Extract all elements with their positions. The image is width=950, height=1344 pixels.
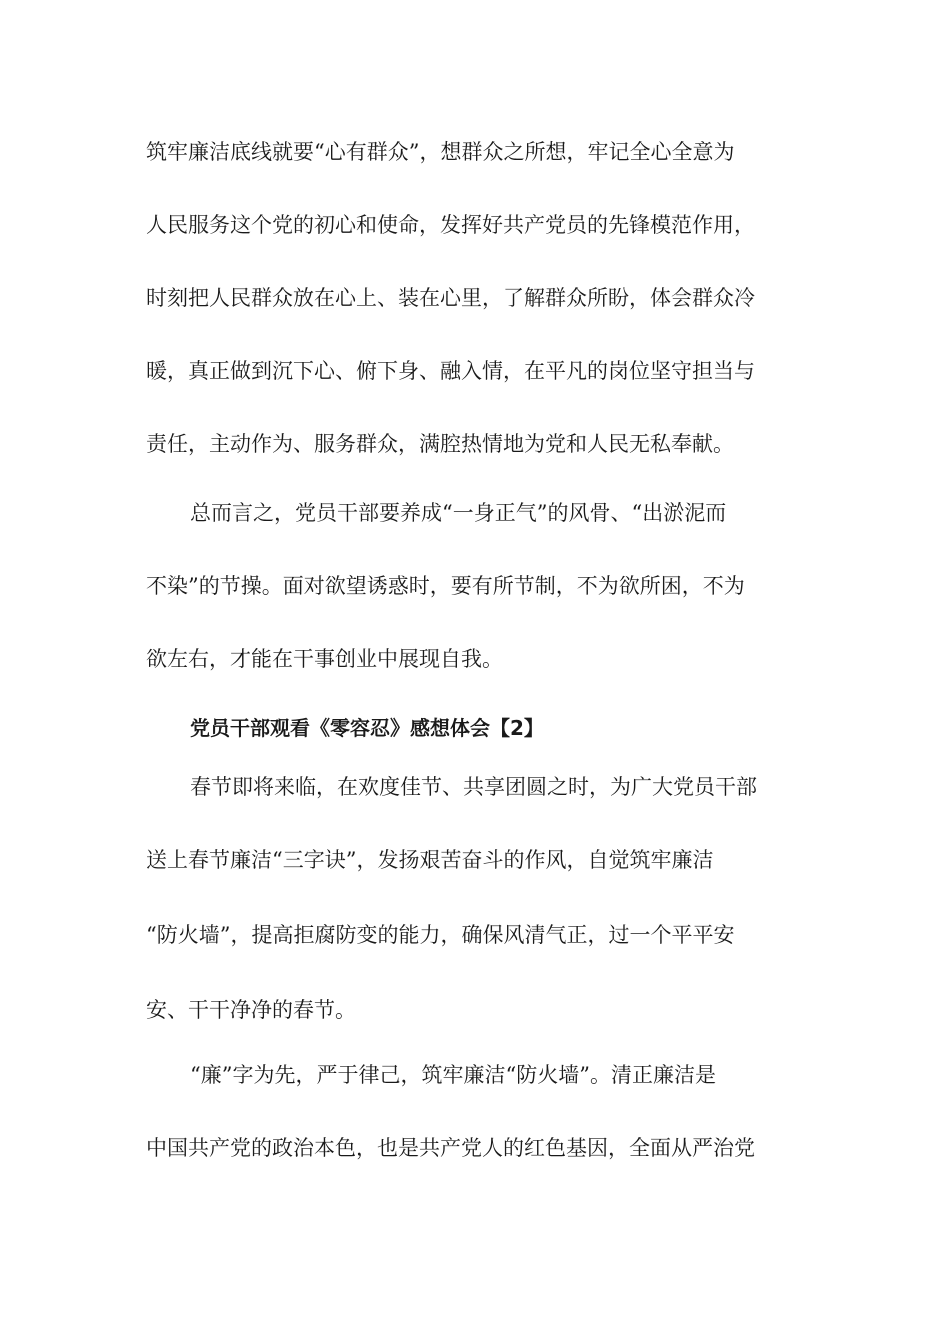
paragraph-line: 中国共产党的政治本色，也是共产党人的红色基因，全面从严治党 bbox=[146, 1136, 755, 1160]
paragraph-line: 总而言之，党员干部要养成“一身正气”的风骨、“出淤泥而 bbox=[190, 501, 727, 525]
paragraph-line: 时刻把人民群众放在心上、装在心里，了解群众所盼，体会群众冷 bbox=[146, 286, 755, 310]
paragraph-line: 欲左右，才能在干事创业中展现自我。 bbox=[146, 647, 503, 671]
section-heading: 党员干部观看《零容忍》感想体会【2】 bbox=[190, 716, 544, 740]
paragraph-line: 安、干干净净的春节。 bbox=[146, 998, 356, 1022]
paragraph-line: 暖，真正做到沉下心、俯下身、融入情，在平凡的岗位坚守担当与 bbox=[146, 359, 755, 383]
paragraph-line: 春节即将来临，在欢度佳节、共享团圆之时，为广大党员干部 bbox=[190, 775, 757, 799]
paragraph-line: “防火墙”，提高拒腐防变的能力，确保风清气正，过一个平平安 bbox=[146, 923, 735, 947]
paragraph-line: 筑牢廉洁底线就要“心有群众”，想群众之所想，牢记全心全意为 bbox=[146, 140, 735, 164]
paragraph-line: 不染”的节操。面对欲望诱惑时，要有所节制，不为欲所困，不为 bbox=[146, 574, 745, 598]
paragraph-line: 送上春节廉洁“三字诀”，发扬艰苦奋斗的作风，自觉筑牢廉洁 bbox=[146, 848, 714, 872]
paragraph-line: 责任，主动作为、服务群众，满腔热情地为党和人民无私奉献。 bbox=[146, 432, 734, 456]
paragraph-line: 人民服务这个党的初心和使命，发挥好共产党员的先锋模范作用， bbox=[146, 213, 755, 237]
paragraph-line: “廉”字为先，严于律己，筑牢廉洁“防火墙”。清正廉洁是 bbox=[190, 1063, 716, 1087]
